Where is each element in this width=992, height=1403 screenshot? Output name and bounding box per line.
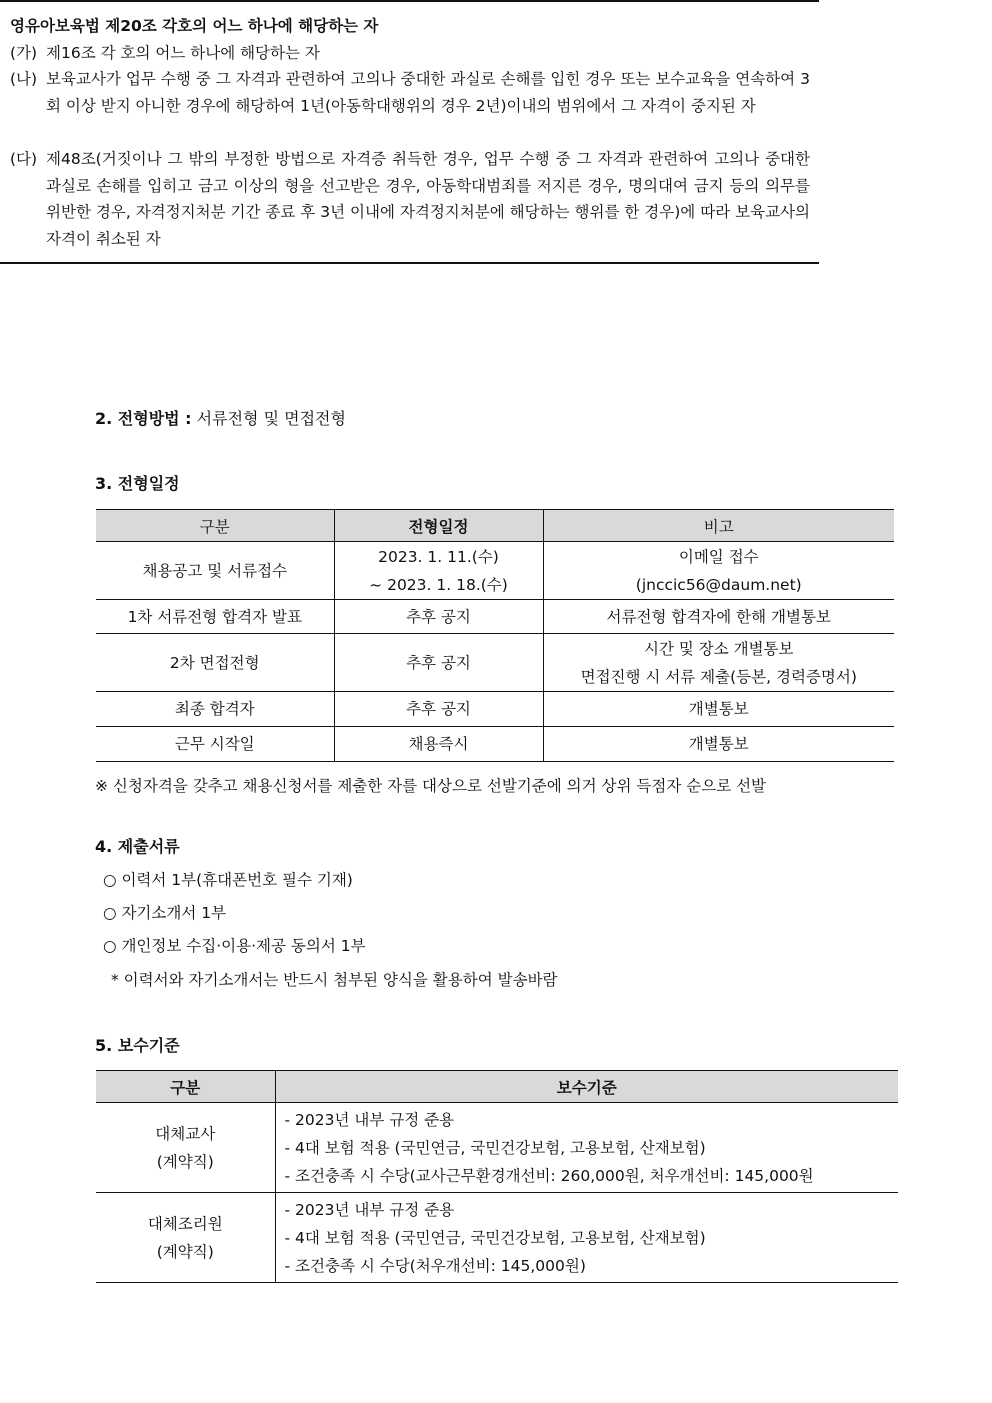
- document-list-item: ○ 이력서 1부(휴대폰번호 필수 기재): [103, 871, 353, 889]
- cell-salary: [275, 1103, 898, 1193]
- cell-note-line: 면접진행 시 서류 제출(등본, 경력증명서): [580, 667, 857, 686]
- eligibility-item: [10, 146, 810, 252]
- salary-line: - 4대 보험 적용 (국민연금, 국민건강보험, 고용보험, 산재보험): [284, 1138, 706, 1157]
- salary-line: - 2023년 내부 규정 준용: [284, 1200, 455, 1219]
- eligibility-title: 영유아보육법 제20조 각호의 어느 하나에 해당하는 자: [10, 17, 379, 35]
- cell-category: 근무 시작일: [96, 727, 334, 762]
- cell-note-line: (jnccic56@daum.net): [635, 575, 802, 594]
- table-row: [96, 542, 894, 600]
- section-3-heading: [95, 471, 180, 494]
- eligibility-item: [10, 66, 810, 119]
- salary-table: [96, 1070, 898, 1283]
- salary-line: - 2023년 내부 규정 준용: [284, 1110, 455, 1129]
- cell-category-line: 대체조리원: [147, 1214, 223, 1233]
- cell-note: [543, 634, 894, 692]
- cell-note: 서류전형 합격자에 한해 개별통보: [543, 600, 894, 634]
- cell-category-line: (계약직): [156, 1242, 214, 1261]
- document-note: * 이력서와 자기소개서는 반드시 첨부된 양식을 활용하여 발송바람: [111, 971, 558, 989]
- section-4-heading: [95, 834, 180, 857]
- cell-schedule: 추후 공지: [334, 692, 543, 727]
- table-header-row: [96, 510, 894, 542]
- cell-schedule: 채용즉시: [334, 727, 543, 762]
- cell-schedule: [334, 542, 543, 600]
- item-text: 제48조(거짓이나 그 밖의 부정한 방법으로 자격증 취득한 경우, 업무 수행 중 그 자격과 관련하여 고의나 중대한 과실로 손해를 입히고 금고 이상의 형을 선고받은 경우, 아동학대범죄를 저지른 경우, 명의대여 금지 등의 의무를 위반한 경우, 자격정지처분 기간 종료 후 3년 이내에 자격정지처분에 해당하는 행위를 한 경우)에 따라 보육교사의 자격이 취소된 자: [46, 150, 810, 248]
- section-2-heading: 2. 전형방법 :: [95, 409, 192, 428]
- section-3-heading-text: 3. 전형일정: [95, 474, 180, 493]
- cell-category-line: 대체교사: [155, 1124, 216, 1143]
- item-marker: (가): [10, 44, 38, 62]
- cell-category: [96, 1103, 275, 1193]
- cell-category: 2차 면접전형: [96, 634, 334, 692]
- section-4-heading-text: 4. 제출서류: [95, 837, 180, 856]
- section-2-text: 서류전형 및 면접전형: [196, 409, 346, 428]
- col-header-note: 비고: [543, 510, 894, 542]
- table-row: [96, 600, 894, 634]
- cell-schedule: 추후 공지: [334, 634, 543, 692]
- cell-schedule-line: ~ 2023. 1. 18.(수): [369, 575, 508, 594]
- cell-note: 개별통보: [543, 692, 894, 727]
- cell-note: 개별통보: [543, 727, 894, 762]
- item-text: 제16조 각 호의 어느 하나에 해당하는 자: [46, 44, 320, 62]
- col-header-category: 구분: [96, 510, 334, 542]
- col-header-salary: 보수기준: [275, 1071, 898, 1103]
- cell-category-line: (계약직): [156, 1152, 214, 1171]
- col-header-category: 구분: [96, 1071, 275, 1103]
- salary-line: - 조건충족 시 수당(처우개선비: 145,000원): [284, 1256, 586, 1275]
- cell-category: [96, 1193, 275, 1283]
- schedule-footnote: ※ 신청자격을 갖추고 채용신청서를 제출한 자를 대상으로 선발기준에 의거 상위 득점자 순으로 선발: [95, 777, 767, 795]
- col-header-schedule: 전형일정: [334, 510, 543, 542]
- table-row: [96, 1103, 898, 1193]
- table-row: [96, 634, 894, 692]
- table-row: [96, 1193, 898, 1283]
- document-list-item: ○ 자기소개서 1부: [103, 904, 227, 922]
- section-5-heading-text: 5. 보수기준: [95, 1036, 180, 1055]
- section-2: [95, 406, 346, 429]
- table-row: [96, 692, 894, 727]
- cell-category: 1차 서류전형 합격자 발표: [96, 600, 334, 634]
- item-marker: (다): [10, 150, 38, 168]
- section-5-heading: [95, 1033, 180, 1056]
- schedule-table: [96, 509, 894, 762]
- item-marker: (나): [10, 70, 38, 88]
- cell-note: [543, 542, 894, 600]
- item-text: 보육교사가 업무 수행 중 그 자격과 관련하여 고의나 중대한 과실로 손해를 입힌 경우 또는 보수교육을 연속하여 3회 이상 받지 아니한 경우에 해당하여 1년(아동학대행위의 경우 2년)이내의 범위에서 그 자격이 중지된 자: [46, 70, 810, 115]
- eligibility-item: [10, 40, 810, 67]
- cell-schedule: 추후 공지: [334, 600, 543, 634]
- salary-line: - 조건충족 시 수당(교사근무환경개선비: 260,000원, 처우개선비: 145,000원: [284, 1166, 814, 1185]
- table-row: [96, 727, 894, 762]
- document-list-item: ○ 개인정보 수집·이용·제공 동의서 1부: [103, 937, 366, 955]
- cell-category: 채용공고 및 서류접수: [96, 542, 334, 600]
- salary-line: - 4대 보험 적용 (국민연금, 국민건강보험, 고용보험, 산재보험): [284, 1228, 706, 1247]
- table-header-row: [96, 1071, 898, 1103]
- cell-note-line: 이메일 접수: [678, 547, 759, 566]
- eligibility-box: [0, 0, 819, 264]
- cell-category: 최종 합격자: [96, 692, 334, 727]
- cell-schedule-line: 2023. 1. 11.(수): [378, 547, 499, 566]
- cell-note-line: 시간 및 장소 개별통보: [643, 639, 794, 658]
- cell-salary: [275, 1193, 898, 1283]
